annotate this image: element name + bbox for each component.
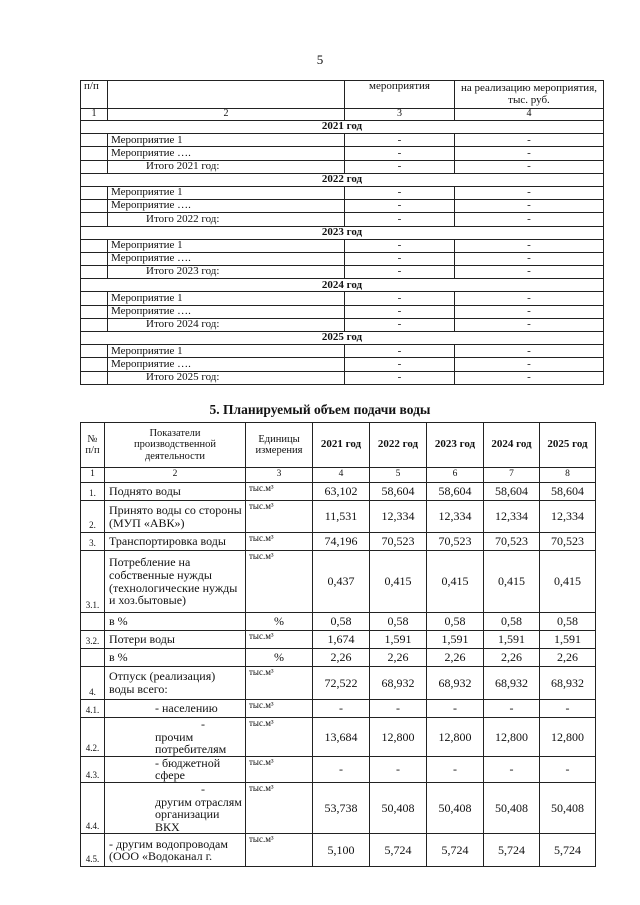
water-supply-table [80, 422, 596, 867]
table1-activity-row [81, 213, 604, 226]
indicator-name: - прочим потребителям [105, 718, 246, 757]
table2-column-number: 4 [313, 468, 370, 483]
year-value: 68,932 [484, 667, 540, 700]
indicator-name: Транспортировка воды [105, 533, 246, 551]
activity-name: Мероприятие …. [108, 200, 345, 213]
activity-cost: - [455, 147, 604, 160]
year-value: - [484, 700, 540, 718]
table1-index-cell [81, 318, 108, 331]
table2-header-cell: Показатели производственной деятельности [105, 423, 246, 468]
row-number: 3. [81, 533, 105, 551]
table2-data-row [81, 501, 596, 533]
year-value: 1,674 [313, 631, 370, 649]
unit-cell: тыс.м³ [246, 631, 313, 649]
unit-cell: тыс.м³ [246, 834, 313, 867]
table1-column-number: 3 [345, 109, 455, 121]
table2-column-number: 3 [246, 468, 313, 483]
activity-name: Мероприятие …. [108, 305, 345, 318]
year-value: 5,724 [427, 834, 484, 867]
table2-data-row [81, 649, 596, 667]
activity-value: - [345, 371, 455, 384]
year-value: 68,932 [427, 667, 484, 700]
table1-index-cell [81, 358, 108, 371]
activity-name: Мероприятие 1 [108, 292, 345, 305]
table1-activity-row [81, 239, 604, 252]
year-value: 12,800 [484, 718, 540, 757]
table1-column-number: 4 [455, 109, 604, 121]
activity-name: Мероприятие 1 [108, 345, 345, 358]
table1-year-row [81, 279, 604, 292]
year-heading: 2023 год [81, 226, 604, 239]
table1-index-cell [81, 292, 108, 305]
year-heading: 2021 год [81, 121, 604, 134]
row-number: 4.3. [81, 756, 105, 782]
table2-data-row [81, 756, 596, 782]
year-value: 0,415 [484, 551, 540, 613]
indicator-name: - бюджетной сфере [105, 756, 246, 782]
table1-index-cell [81, 239, 108, 252]
year-value: 1,591 [370, 631, 427, 649]
activity-cost: - [455, 371, 604, 384]
row-number: 3.1. [81, 551, 105, 613]
indicator-name: Поднято воды [105, 483, 246, 501]
activity-value: - [345, 266, 455, 279]
year-value: 50,408 [484, 782, 540, 833]
unit-cell: тыс.м³ [246, 718, 313, 757]
activity-value: - [345, 292, 455, 305]
unit-cell: тыс.м³ [246, 756, 313, 782]
activity-name: Мероприятие 1 [108, 186, 345, 199]
table1-index-cell [81, 371, 108, 384]
table2-header-row [81, 423, 596, 468]
table1-index-cell [81, 266, 108, 279]
year-value: 53,738 [313, 782, 370, 833]
year-value: - [540, 756, 596, 782]
activity-value: - [345, 252, 455, 265]
activity-cost: - [455, 134, 604, 147]
table1-index-cell [81, 160, 108, 173]
table2-data-row [81, 834, 596, 867]
table1-activity-row [81, 252, 604, 265]
year-value: 0,58 [370, 613, 427, 631]
activity-cost: - [455, 318, 604, 331]
table1-header-cell: п/п [81, 81, 108, 109]
year-value: 74,196 [313, 533, 370, 551]
table2-column-number: 1 [81, 468, 105, 483]
year-value: - [427, 756, 484, 782]
year-value: 0,437 [313, 551, 370, 613]
table1-index-cell [81, 345, 108, 358]
year-value: - [313, 700, 370, 718]
year-value: 68,932 [370, 667, 427, 700]
table2-data-row [81, 631, 596, 649]
table1-activity-row [81, 134, 604, 147]
year-value: 1,591 [484, 631, 540, 649]
year-value: 11,531 [313, 501, 370, 533]
activity-cost: - [455, 305, 604, 318]
table1-index-cell [81, 252, 108, 265]
unit-cell: тыс.м³ [246, 533, 313, 551]
table1-header-cell: мероприятия [345, 81, 455, 109]
table2-header-cell: 2024 год [484, 423, 540, 468]
year-value: 2,26 [484, 649, 540, 667]
indicator-name: Потребление на собственные нужды (технологические нужды и хоз.бытовые) [105, 551, 246, 613]
year-value: 13,684 [313, 718, 370, 757]
table2-data-row [81, 483, 596, 501]
activity-cost: - [455, 186, 604, 199]
activity-value: - [345, 134, 455, 147]
activity-value: - [345, 345, 455, 358]
row-number: 2. [81, 501, 105, 533]
year-value: - [484, 756, 540, 782]
year-value: 5,724 [484, 834, 540, 867]
unit-cell: тыс.м³ [246, 483, 313, 501]
table1-activity-row [81, 266, 604, 279]
activity-cost: - [455, 358, 604, 371]
row-number [81, 649, 105, 667]
unit-cell: тыс.м³ [246, 667, 313, 700]
activity-name: Мероприятие 1 [108, 134, 345, 147]
activity-name: Мероприятие 1 [108, 239, 345, 252]
indicator-name: в % [105, 649, 246, 667]
table2-header-cell: № п/п [81, 423, 105, 468]
year-value: - [427, 700, 484, 718]
year-value: 58,604 [540, 483, 596, 501]
table1-index-cell [81, 200, 108, 213]
year-value: 2,26 [370, 649, 427, 667]
year-value: 12,800 [370, 718, 427, 757]
table1-activity-row [81, 147, 604, 160]
year-value: 2,26 [427, 649, 484, 667]
year-value: - [370, 700, 427, 718]
year-value: 72,522 [313, 667, 370, 700]
year-value: 0,415 [427, 551, 484, 613]
row-number: 4. [81, 667, 105, 700]
activity-value: - [345, 305, 455, 318]
year-heading: 2025 год [81, 332, 604, 345]
year-value: 0,58 [484, 613, 540, 631]
year-value: 70,523 [484, 533, 540, 551]
table2-data-row [81, 533, 596, 551]
table2-data-row [81, 667, 596, 700]
activity-name: Мероприятие …. [108, 147, 345, 160]
unit-cell: тыс.м³ [246, 501, 313, 533]
year-value: 50,408 [370, 782, 427, 833]
activity-name: Итого 2025 год: [108, 371, 345, 384]
section-title: 5. Планируемый объем подачи воды [209, 402, 431, 417]
year-value: - [540, 700, 596, 718]
table2-column-number: 2 [105, 468, 246, 483]
unit-cell: тыс.м³ [246, 700, 313, 718]
table2-column-number: 6 [427, 468, 484, 483]
activity-cost: - [455, 200, 604, 213]
table1-index-cell [81, 213, 108, 226]
year-value: 70,523 [540, 533, 596, 551]
activity-value: - [345, 186, 455, 199]
year-value: - [370, 756, 427, 782]
table1-column-number: 2 [108, 109, 345, 121]
indicator-name: - другим отраслям организации ВКХ [105, 782, 246, 833]
table2-column-number: 8 [540, 468, 596, 483]
row-number: 3.2. [81, 631, 105, 649]
table1-header-row [81, 81, 604, 109]
year-value: 68,932 [540, 667, 596, 700]
activity-value: - [345, 147, 455, 160]
year-value: 70,523 [427, 533, 484, 551]
table1-column-numbers-row [81, 109, 604, 121]
table2-data-row [81, 613, 596, 631]
year-value: 12,800 [427, 718, 484, 757]
activity-cost: - [455, 345, 604, 358]
year-value: 0,58 [540, 613, 596, 631]
year-value: 12,800 [540, 718, 596, 757]
indicator-name: - населению [105, 700, 246, 718]
activity-name: Мероприятие …. [108, 358, 345, 371]
year-value: 1,591 [540, 631, 596, 649]
table1-year-row [81, 226, 604, 239]
year-value: 0,58 [313, 613, 370, 631]
activity-cost: - [455, 252, 604, 265]
table1-activity-row [81, 371, 604, 384]
year-value: 0,58 [427, 613, 484, 631]
table1-activity-row [81, 200, 604, 213]
year-value: 58,604 [484, 483, 540, 501]
activity-name: Мероприятие …. [108, 252, 345, 265]
activity-cost: - [455, 292, 604, 305]
year-value: 70,523 [370, 533, 427, 551]
activity-name: Итого 2024 год: [108, 318, 345, 331]
indicator-name: Принято воды со стороны (МУП «АВК») [105, 501, 246, 533]
page-number: 5 [316, 52, 324, 67]
indicator-name: Потери воды [105, 631, 246, 649]
year-value: - [313, 756, 370, 782]
activity-name: Итого 2023 год: [108, 266, 345, 279]
table1-column-number: 1 [81, 109, 108, 121]
row-number [81, 613, 105, 631]
activity-cost: - [455, 239, 604, 252]
table2-column-number: 5 [370, 468, 427, 483]
row-number: 1. [81, 483, 105, 501]
table1-header-cell [108, 81, 345, 109]
activity-cost: - [455, 266, 604, 279]
table1-index-cell [81, 134, 108, 147]
activity-cost: - [455, 213, 604, 226]
activity-value: - [345, 358, 455, 371]
activity-cost: - [455, 160, 604, 173]
year-value: 50,408 [427, 782, 484, 833]
year-heading: 2022 год [81, 173, 604, 186]
year-value: 1,591 [427, 631, 484, 649]
activity-value: - [345, 160, 455, 173]
table2-data-row [81, 700, 596, 718]
activity-value: - [345, 318, 455, 331]
table1-index-cell [81, 186, 108, 199]
table1-year-row [81, 121, 604, 134]
row-number: 4.1. [81, 700, 105, 718]
indicator-name: в % [105, 613, 246, 631]
table1-activity-row [81, 345, 604, 358]
year-value: 50,408 [540, 782, 596, 833]
year-value: 2,26 [540, 649, 596, 667]
table2-column-number: 7 [484, 468, 540, 483]
row-number: 4.5. [81, 834, 105, 867]
year-value: 5,100 [313, 834, 370, 867]
year-value: 63,102 [313, 483, 370, 501]
table2-header-cell: 2022 год [370, 423, 427, 468]
indicator-name: - другим водопроводам (ООО «Водоканал г. [105, 834, 246, 867]
unit-cell: тыс.м³ [246, 551, 313, 613]
activity-name: Итого 2021 год: [108, 160, 345, 173]
indicator-name: Отпуск (реализация) воды всего: [105, 667, 246, 700]
year-value: 2,26 [313, 649, 370, 667]
year-value: 12,334 [370, 501, 427, 533]
activity-value: - [345, 213, 455, 226]
table1-activity-row [81, 292, 604, 305]
year-heading: 2024 год [81, 279, 604, 292]
year-value: 0,415 [370, 551, 427, 613]
activity-value: - [345, 200, 455, 213]
table1-activity-row [81, 318, 604, 331]
unit-cell: тыс.м³ [246, 782, 313, 833]
row-number: 4.2. [81, 718, 105, 757]
year-value: 0,415 [540, 551, 596, 613]
table2-header-cell: 2025 год [540, 423, 596, 468]
row-number: 4.4. [81, 782, 105, 833]
activities-table [80, 80, 604, 385]
table1-index-cell [81, 305, 108, 318]
table1-year-row [81, 173, 604, 186]
year-value: 58,604 [370, 483, 427, 501]
table2-data-row [81, 782, 596, 833]
table1-activity-row [81, 305, 604, 318]
table1-index-cell [81, 147, 108, 160]
table2-header-cell: 2021 год [313, 423, 370, 468]
activity-value: - [345, 239, 455, 252]
table2-data-row [81, 718, 596, 757]
table1-activity-row [81, 186, 604, 199]
unit-cell: % [246, 649, 313, 667]
table1-activity-row [81, 358, 604, 371]
table2-header-cell: 2023 год [427, 423, 484, 468]
year-value: 58,604 [427, 483, 484, 501]
table2-header-cell: Единицы измерения [246, 423, 313, 468]
year-value: 12,334 [427, 501, 484, 533]
table1-activity-row [81, 160, 604, 173]
year-value: 12,334 [484, 501, 540, 533]
table2-data-row [81, 551, 596, 613]
year-value: 5,724 [540, 834, 596, 867]
table1-year-row [81, 332, 604, 345]
table1-header-cell: на реализацию мероприятия, тыс. руб. [455, 81, 604, 109]
year-value: 5,724 [370, 834, 427, 867]
year-value: 12,334 [540, 501, 596, 533]
activity-name: Итого 2022 год: [108, 213, 345, 226]
table2-column-numbers-row [81, 468, 596, 483]
unit-cell: % [246, 613, 313, 631]
